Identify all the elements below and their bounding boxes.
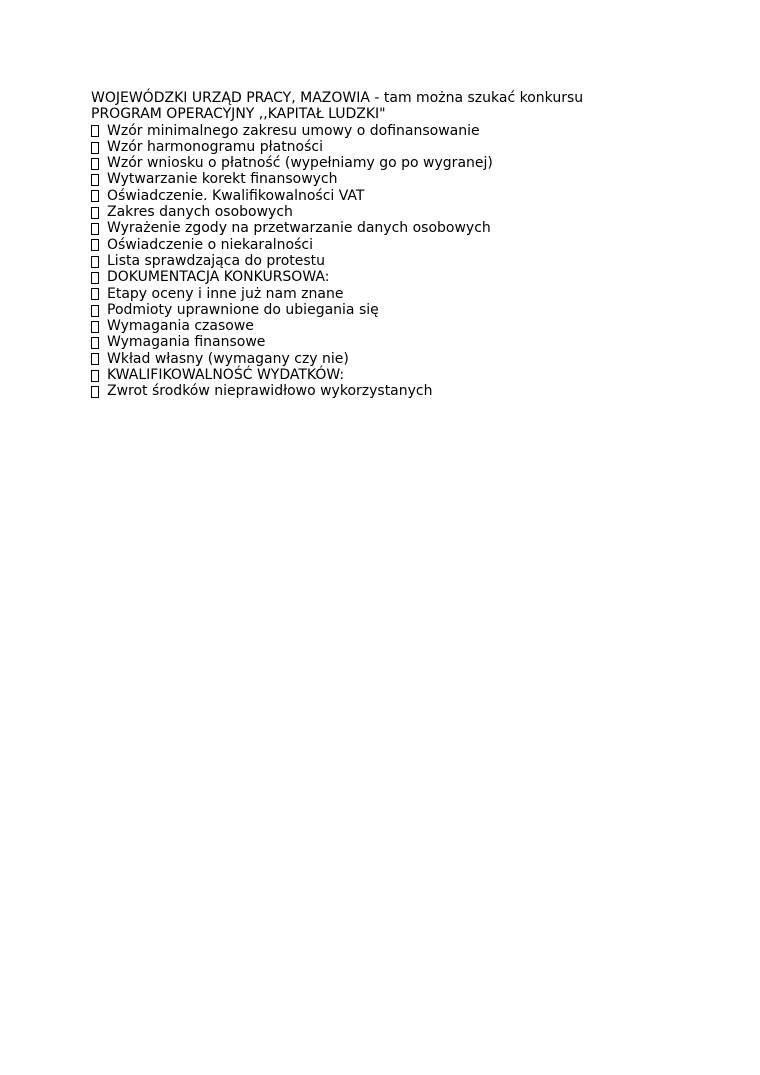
list-item-text: Wzór harmonogramu płatności — [107, 138, 324, 155]
list-item-text: Wytwarzanie korekt finansowych — [107, 171, 338, 188]
list-item-text: DOKUMENTACJA KONKURSOWA: — [107, 269, 330, 286]
missing-glyph-box-icon — [91, 174, 99, 186]
list-item-text: Wzór wniosku o płatność (wypełniamy go po wygranej) — [107, 155, 493, 172]
list-item — [91, 171, 711, 187]
list-item — [91, 318, 711, 334]
list-item — [91, 123, 711, 139]
list-item-text: Lista sprawdzająca do protestu — [107, 252, 326, 269]
list-item — [91, 237, 711, 253]
missing-glyph-box-icon — [91, 223, 99, 235]
missing-glyph-box-icon — [91, 337, 99, 349]
list-item-text: Oświadczenie. Kwalifikowalności VAT — [107, 187, 365, 204]
missing-glyph-box-icon — [91, 353, 99, 365]
heading-line: PROGRAM OPERACYJNY ,,KAPITAŁ LUDZKI" — [91, 106, 386, 123]
list-item — [91, 188, 711, 204]
list-item-text: Oświadczenie o niekaralności — [107, 236, 313, 253]
missing-glyph-box-icon — [91, 288, 99, 300]
missing-glyph-box-icon — [91, 207, 99, 219]
list-item-text: Wkład własny (wymagany czy nie) — [107, 350, 349, 367]
list-item — [91, 302, 711, 318]
list-item-text: KWALIFIKOWALNOŚĆ WYDATKÓW: — [107, 367, 345, 384]
missing-glyph-box-icon — [91, 256, 99, 268]
list-item-text: Podmioty uprawnione do ubiegania się — [107, 301, 379, 318]
missing-glyph-box-icon — [91, 190, 99, 202]
missing-glyph-box-icon — [91, 370, 99, 382]
list-item — [91, 155, 711, 171]
list-item — [91, 253, 711, 269]
missing-glyph-box-icon — [91, 158, 99, 170]
list-item-text: Wyrażenie zgody na przetwarzanie danych osobowych — [107, 220, 491, 237]
list-item — [91, 220, 711, 236]
list-item-text: Zwrot środków nieprawidłowo wykorzystanych — [107, 383, 433, 400]
list-item — [91, 334, 711, 350]
missing-glyph-box-icon — [91, 272, 99, 284]
list-item-text: Wzór minimalnego zakresu umowy o dofinansowanie — [107, 122, 480, 139]
list-item-text: Etapy oceny i inne już nam znane — [107, 285, 344, 302]
list-item — [91, 351, 711, 367]
heading-line: WOJEWÓDZKI URZĄD PRACY, MAZOWIA - tam można szukać konkursu — [91, 90, 584, 106]
list-item — [91, 286, 711, 302]
missing-glyph-box-icon — [91, 321, 99, 333]
missing-glyph-box-icon — [91, 239, 99, 251]
list-item — [91, 139, 711, 155]
document-content — [91, 90, 711, 400]
list-item — [91, 204, 711, 220]
list-item — [91, 269, 711, 285]
list-item-text: Wymagania czasowe — [107, 318, 254, 335]
missing-glyph-box-icon — [91, 125, 99, 137]
list-item-text: Wymagania finansowe — [107, 334, 266, 351]
missing-glyph-box-icon — [91, 386, 99, 398]
missing-glyph-box-icon — [91, 305, 99, 317]
list-item-text: Zakres danych osobowych — [107, 204, 293, 221]
list-item — [91, 367, 711, 383]
missing-glyph-box-icon — [91, 142, 99, 154]
list-item — [91, 383, 711, 399]
